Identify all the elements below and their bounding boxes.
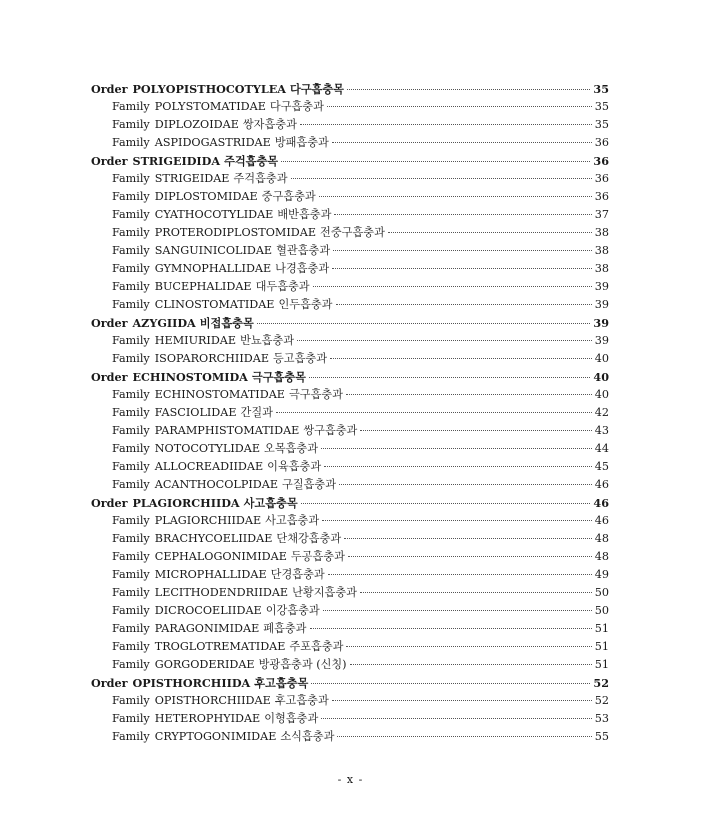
taxon-name: ALLOCREADIIDAE (154, 460, 264, 473)
page-number: 35 (594, 118, 609, 131)
dot-leader (323, 610, 592, 611)
korean-name: 간질과 (240, 406, 273, 419)
korean-name: 주걱흡충목 (224, 154, 279, 168)
rank-label: Family (112, 406, 150, 419)
rank-label: Family (112, 334, 150, 347)
taxon-name: ECHINOSTOMATIDAE (154, 388, 285, 401)
rank-label: Family (112, 172, 150, 185)
taxon-name: GORGODERIDAE (154, 658, 255, 671)
dot-leader (332, 142, 592, 143)
page-number: 36 (593, 154, 609, 168)
rank-label: Family (112, 388, 150, 401)
dot-leader (333, 250, 592, 251)
dot-leader (321, 718, 591, 719)
taxon-name: ASPIDOGASTRIDAE (154, 136, 271, 149)
dot-leader (339, 484, 592, 485)
rank-label: Order (91, 676, 128, 690)
page-number: 38 (594, 262, 609, 275)
taxon-name: DICROCOELIIDAE (154, 604, 262, 617)
rank-label: Family (112, 226, 150, 239)
korean-name: 주포흡충과 (289, 640, 344, 653)
rank-label: Family (112, 244, 150, 257)
taxon-name: DIPLOZOIDAE (154, 118, 239, 131)
toc-order-entry (91, 674, 609, 692)
korean-name: 전중구흡충과 (320, 226, 385, 239)
dot-leader (328, 574, 592, 575)
toc-family-entry (91, 332, 609, 350)
rank-label: Family (112, 442, 150, 455)
page-number: 42 (594, 406, 609, 419)
dot-leader (281, 161, 590, 162)
page-number: 36 (594, 190, 609, 203)
toc-family-entry (91, 602, 609, 620)
dot-leader (327, 106, 592, 107)
taxon-name: STRIGEIDIDA (132, 154, 221, 168)
toc-order-entry (91, 314, 609, 332)
page-number: 52 (593, 676, 609, 690)
page-number: 38 (594, 226, 609, 239)
toc-family-entry (91, 458, 609, 476)
korean-name: 반뇨흡충과 (240, 334, 295, 347)
dot-leader (311, 683, 590, 684)
toc-family-entry (91, 206, 609, 224)
korean-name: 난황지흡충과 (292, 586, 357, 599)
rank-label: Family (112, 424, 150, 437)
dot-leader (360, 430, 591, 431)
rank-label: Family (112, 100, 150, 113)
page-number: 40 (593, 370, 609, 384)
taxon-name: PARAGONIMIDAE (154, 622, 260, 635)
korean-name: 극구흡충과 (288, 388, 343, 401)
dot-leader (319, 196, 592, 197)
page-number: 39 (594, 334, 609, 347)
toc-order-entry (91, 368, 609, 386)
page-number: 50 (594, 604, 609, 617)
rank-label: Family (112, 280, 150, 293)
rank-label: Family (112, 208, 150, 221)
toc-family-entry (91, 134, 609, 152)
korean-name: 쌍구흡충과 (303, 424, 358, 437)
toc-family-entry (91, 98, 609, 116)
taxon-name: CEPHALOGONIMIDAE (154, 550, 287, 563)
korean-name: 소식흡충과 (280, 730, 335, 743)
korean-name: 사고흡충과 (265, 514, 320, 527)
dot-leader (309, 377, 591, 378)
korean-name: 다구흡충과 (269, 100, 324, 113)
rank-label: Order (91, 154, 128, 168)
rank-label: Family (112, 136, 150, 149)
toc-family-entry (91, 530, 609, 548)
toc-family-entry (91, 710, 609, 728)
page-number: 44 (594, 442, 609, 455)
dot-leader (291, 178, 592, 179)
taxon-name: PLAGIORCHIIDAE (154, 514, 262, 527)
toc-order-entry (91, 80, 609, 98)
korean-name: 단채강흡충과 (276, 532, 342, 545)
toc-family-entry (91, 260, 609, 278)
rank-label: Family (112, 352, 150, 365)
rank-label: Order (91, 370, 128, 384)
page-number: 51 (594, 622, 609, 635)
toc-family-entry (91, 656, 609, 674)
korean-name: 방패흡충과 (274, 136, 329, 149)
taxon-name: ISOPARORCHIIDAE (154, 352, 269, 365)
dot-leader (344, 538, 592, 539)
taxon-name: ACANTHOCOLPIDAE (154, 478, 278, 491)
toc-family-entry (91, 584, 609, 602)
taxon-name: DIPLOSTOMIDAE (154, 190, 258, 203)
toc-family-entry (91, 440, 609, 458)
rank-label: Family (112, 532, 150, 545)
taxon-name: BRACHYCOELIIDAE (154, 532, 273, 545)
page-number: 37 (594, 208, 609, 221)
korean-name: 쌍자흡충과 (242, 118, 297, 131)
korean-name: 등고흡충과 (273, 352, 328, 365)
rank-label: Family (112, 190, 150, 203)
dot-leader (297, 340, 592, 341)
dot-leader (347, 89, 590, 90)
korean-name: 구질흡충과 (282, 478, 337, 491)
rank-label: Family (112, 568, 150, 581)
taxon-name: POLYSTOMATIDAE (154, 100, 266, 113)
dot-leader (360, 592, 592, 593)
taxon-name: HEMIURIDAE (154, 334, 237, 347)
page-number-footer: - x - (337, 773, 364, 786)
korean-name: 이형흡충과 (264, 712, 319, 725)
korean-name: 대두흡충과 (255, 280, 310, 293)
taxon-name: CYATHOCOTYLIDAE (154, 208, 274, 221)
rank-label: Order (91, 82, 128, 96)
page-number: 36 (594, 136, 609, 149)
korean-name: 폐흡충과 (263, 622, 307, 635)
dot-leader (388, 232, 592, 233)
rank-label: Order (91, 316, 128, 330)
taxon-name: PLAGIORCHIIDA (132, 496, 240, 510)
rank-label: Family (112, 262, 150, 275)
dot-leader (322, 520, 592, 521)
page-number: 35 (593, 82, 609, 96)
dot-leader (332, 268, 592, 269)
rank-label: Family (112, 478, 150, 491)
page-number: 43 (594, 424, 609, 437)
taxon-name: TROGLOTREMATIDAE (154, 640, 286, 653)
taxon-name: LECITHODENDRIIDAE (154, 586, 289, 599)
taxon-name: CRYPTOGONIMIDAE (154, 730, 277, 743)
korean-name: 후고흡충목 (254, 676, 309, 690)
page-number: 49 (594, 568, 609, 581)
toc-family-entry (91, 224, 609, 242)
taxon-name: GYMNOPHALLIDAE (154, 262, 272, 275)
taxon-name: FASCIOLIDAE (154, 406, 237, 419)
toc-family-entry (91, 188, 609, 206)
toc-order-entry (91, 494, 609, 512)
rank-label: Family (112, 730, 150, 743)
toc-family-entry (91, 512, 609, 530)
korean-name: 이육흡충과 (267, 460, 322, 473)
rank-label: Family (112, 658, 150, 671)
dot-leader (276, 412, 592, 413)
toc-family-entry (91, 692, 609, 710)
dot-leader (337, 736, 591, 737)
page-number: 38 (594, 244, 609, 257)
korean-name: 단경흡충과 (270, 568, 325, 581)
taxon-name: CLINOSTOMATIDAE (154, 298, 275, 311)
page-number: 39 (594, 298, 609, 311)
taxon-name: MICROPHALLIDAE (154, 568, 267, 581)
toc-family-entry (91, 548, 609, 566)
rank-label: Family (112, 460, 150, 473)
dot-leader (301, 503, 591, 504)
dot-leader (350, 664, 592, 665)
korean-name: 혈관흡충과 (276, 244, 331, 257)
taxon-name: SANGUINICOLIDAE (154, 244, 273, 257)
taxon-name: OPISTHORCHIIDA (132, 676, 251, 690)
page-number: 52 (594, 694, 609, 707)
page-number: 51 (594, 640, 609, 653)
page-number: 50 (594, 586, 609, 599)
page-number: 55 (594, 730, 609, 743)
korean-name: 주걱흡충과 (233, 172, 288, 185)
page-number: 40 (594, 352, 609, 365)
korean-name: 배반흡충과 (277, 208, 332, 221)
toc-family-entry (91, 476, 609, 494)
korean-name: 이강흡충과 (265, 604, 320, 617)
korean-name: 다구흡충목 (289, 82, 344, 96)
page-number: 36 (594, 172, 609, 185)
dot-leader (346, 646, 591, 647)
page-number: 48 (594, 532, 609, 545)
table-of-contents (91, 80, 609, 746)
toc-order-entry (91, 152, 609, 170)
taxon-name: BUCEPHALIDAE (154, 280, 252, 293)
korean-name: 후고흡충과 (274, 694, 329, 707)
rank-label: Order (91, 496, 128, 510)
toc-family-entry (91, 242, 609, 260)
dot-leader (310, 628, 592, 629)
taxon-name: PARAMPHISTOMATIDAE (154, 424, 300, 437)
taxon-name: HETEROPHYIDAE (154, 712, 261, 725)
page-number: 53 (594, 712, 609, 725)
page-number: 48 (594, 550, 609, 563)
korean-name: 극구흡충목 (251, 370, 306, 384)
dot-leader (257, 323, 591, 324)
page-number: 51 (594, 658, 609, 671)
dot-leader (334, 214, 591, 215)
page-number: 40 (594, 388, 609, 401)
page-number: 39 (593, 316, 609, 330)
page-number: 39 (594, 280, 609, 293)
taxon-name: PROTERODIPLOSTOMIDAE (154, 226, 317, 239)
taxon-name: ECHINOSTOMIDA (132, 370, 248, 384)
page-number: 46 (593, 496, 609, 510)
taxon-name: OPISTHORCHIIDAE (154, 694, 271, 707)
dot-leader (336, 304, 592, 305)
toc-family-entry (91, 404, 609, 422)
taxon-name: NOTOCOTYLIDAE (154, 442, 261, 455)
rank-label: Family (112, 640, 150, 653)
page-number: 46 (594, 514, 609, 527)
toc-family-entry (91, 296, 609, 314)
page-number: 46 (594, 478, 609, 491)
rank-label: Family (112, 550, 150, 563)
toc-family-entry (91, 116, 609, 134)
rank-label: Family (112, 694, 150, 707)
korean-name: 인두흡충과 (278, 298, 333, 311)
rank-label: Family (112, 118, 150, 131)
page-number: 35 (594, 100, 609, 113)
dot-leader (332, 700, 592, 701)
toc-family-entry (91, 170, 609, 188)
rank-label: Family (112, 712, 150, 725)
korean-name: 중구흡충과 (261, 190, 316, 203)
rank-label: Family (112, 622, 150, 635)
dot-leader (346, 394, 592, 395)
rank-label: Family (112, 514, 150, 527)
dot-leader (324, 466, 592, 467)
toc-family-entry (91, 620, 609, 638)
korean-name: 비접흡충목 (199, 316, 254, 330)
toc-family-entry (91, 278, 609, 296)
toc-family-entry (91, 350, 609, 368)
toc-family-entry (91, 728, 609, 746)
taxon-name: AZYGIIDA (132, 316, 196, 330)
page-number: 45 (594, 460, 609, 473)
rank-label: Family (112, 604, 150, 617)
korean-name: 나경흡충과 (275, 262, 330, 275)
toc-family-entry (91, 638, 609, 656)
toc-family-entry (91, 566, 609, 584)
korean-name: 사고흡충목 (243, 496, 298, 510)
korean-name: 오목흡충과 (264, 442, 319, 455)
dot-leader (330, 358, 592, 359)
rank-label: Family (112, 586, 150, 599)
dot-leader (313, 286, 592, 287)
rank-label: Family (112, 298, 150, 311)
dot-leader (321, 448, 592, 449)
dot-leader (348, 556, 592, 557)
korean-name: 두공흡충과 (290, 550, 345, 563)
taxon-name: POLYOPISTHOCOTYLEA (132, 82, 286, 96)
dot-leader (300, 124, 592, 125)
korean-name: 방광흡충과 (신칭) (258, 658, 347, 671)
taxon-name: STRIGEIDAE (154, 172, 230, 185)
toc-family-entry (91, 386, 609, 404)
toc-family-entry (91, 422, 609, 440)
